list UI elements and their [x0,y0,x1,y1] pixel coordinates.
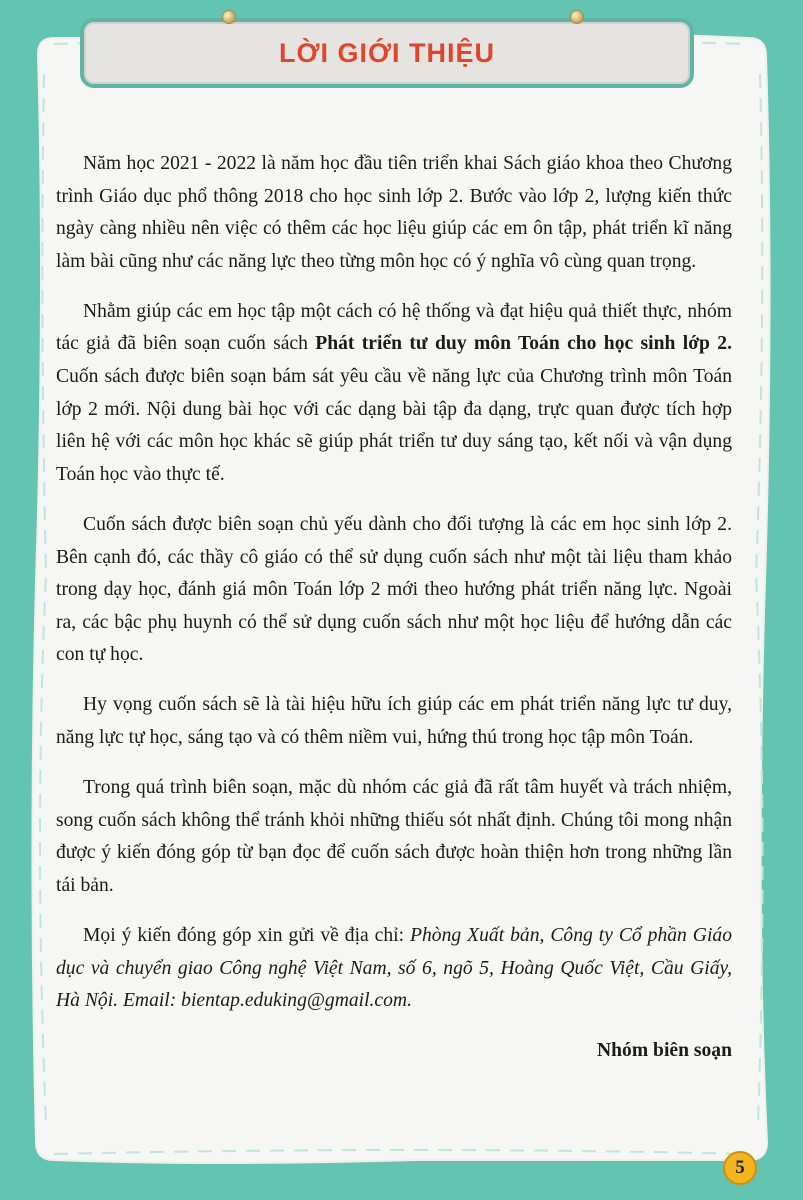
pin-icon [222,10,236,24]
paragraph-2 [56,296,732,492]
book-title: Phát triển tư duy môn Toán cho học sinh lớp 2. [315,333,732,355]
intro-body [56,148,732,1085]
page-title: LỜI GIỚI THIỆU [278,37,496,68]
paragraph-5: Trong quá trình biên soạn, mặc dù nhóm các giả đã rất tâm huyết và trách nhiệm, song cuốn sách không thể tránh khỏi những thiếu sót nhất định. Chúng tôi mong nhận được ý kiến đóng góp từ bạn đọc để cuốn sách được hoàn thiện hơn trong những lần tái bản. [56,777,732,896]
page-number-badge: 5 [723,1151,757,1185]
contact-address: Phòng Xuất bản, Công ty Cổ phần Giáo dục và chuyển giao Công nghệ Việt Nam, số 6, ngõ 5, Hoàng Quốc Việt, Cầu Giấy, Hà Nội. Email: bientap.eduking@gmail.com. [56,924,732,1012]
pin-icon [570,10,584,24]
paragraph-2-lead: Nhằm giúp các em học tập một cách có hệ thống và đạt hiệu quả thiết thực, nhóm tác giả đã biên soạn cuốn sách [56,300,732,355]
paragraph-1: Năm học 2021 - 2022 là năm học đầu tiên triển khai Sách giáo khoa theo Chương trình Giáo dục phổ thông 2018 cho học sinh lớp 2. Bước vào lớp 2, lượng kiến thức ngày càng nhiều nên việc có thêm các học liệu giúp các em ôn tập, phát triển kĩ năng làm bài cũng như các năng lực theo từng môn học có ý nghĩa vô cùng quan trọng. [56,153,732,272]
paragraph-2-rest: Cuốn sách được biên soạn bám sát yêu cầu về năng lực của Chương trình môn Toán lớp 2 mới. Nội dung bài học với các dạng bài tập đa dạng, trực quan được tích hợp liên hệ với các môn học khác sẽ giúp phát triển tư duy sáng tạo, kết nối và vận dụng Toán học vào thực tế. [56,366,732,485]
paragraph-4: Hy vọng cuốn sách sẽ là tài hiệu hữu ích giúp các em phát triển năng lực tư duy, năng lực tự học, sáng tạo và có thêm niềm vui, hứng thú trong học tập môn Toán. [56,694,732,748]
contact-lead: Mọi ý kiến đóng góp xin gửi về địa chỉ: [83,924,411,946]
title-banner [80,18,694,88]
signature: Nhóm biên soạn [596,1040,732,1062]
paragraph-6 [56,920,732,1018]
paragraph-3: Cuốn sách được biên soạn chủ yếu dành cho đối tượng là các em học sinh lớp 2. Bên cạnh đó, các thầy cô giáo có thể sử dụng cuốn sách như một tài liệu tham khảo trong dạy học, đánh giá môn Toán lớp 2 mới theo hướng phát triển năng lực. Ngoài ra, các bậc phụ huynh có thể sử dụng cuốn sách như một học liệu để hướng dẫn các con tự học. [56,513,732,666]
